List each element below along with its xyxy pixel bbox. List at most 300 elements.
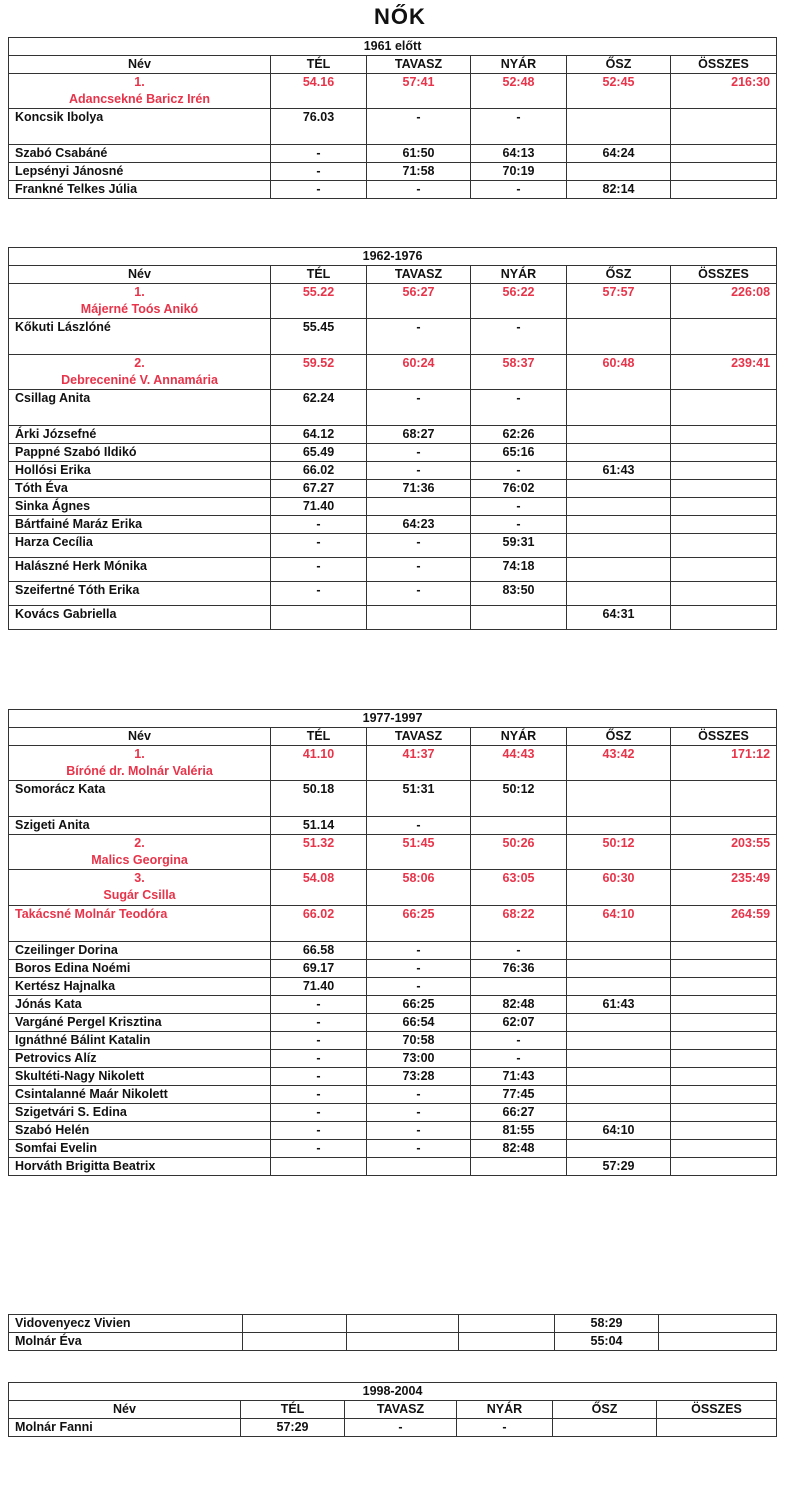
osz-time-cell: 64:31: [567, 606, 671, 630]
nyar-time-cell: 58:37: [471, 355, 567, 390]
nyar-time-cell: 74:18: [471, 558, 567, 582]
column-header-nyar: NYÁR: [471, 728, 567, 746]
athlete-name-cell: [9, 426, 271, 444]
athlete-name: Molnár Éva: [15, 1334, 82, 1348]
osszes-time-cell: [671, 942, 777, 960]
athlete-name-cell: [9, 1158, 271, 1176]
osszes-time-cell: [671, 516, 777, 534]
tel-time-cell: 64.12: [271, 426, 367, 444]
athlete-name: Skultéti-Nagy Nikolett: [15, 1069, 145, 1083]
nyar-time-cell: -: [471, 109, 567, 145]
athlete-name: Csintalanné Maár Nikolett: [15, 1087, 168, 1101]
nyar-time-cell: 82:48: [471, 1140, 567, 1158]
tavasz-time-cell: -: [367, 181, 471, 199]
athlete-name-cell: [9, 1014, 271, 1032]
athlete-name: Somorácz Kata: [15, 782, 106, 796]
nyar-time-cell: [471, 817, 567, 835]
tavasz-time-cell: 66:25: [367, 996, 471, 1014]
athlete-name: Sinka Ágnes: [15, 499, 91, 513]
osszes-time-cell: [671, 145, 777, 163]
period-label: 1962-1976: [9, 248, 777, 266]
osz-time-cell: [567, 1014, 671, 1032]
tel-time-cell: -: [271, 582, 367, 606]
tel-time-cell: 51.14: [271, 817, 367, 835]
osszes-time-cell: [671, 978, 777, 996]
rank-label: 3.: [134, 871, 145, 885]
table-row: [9, 1315, 777, 1333]
osz-time-cell: [567, 444, 671, 462]
tavasz-time-cell: 41:37: [367, 746, 471, 781]
table-row: [9, 462, 777, 480]
tel-time-cell: -: [271, 1086, 367, 1104]
osz-time-cell: 64:10: [567, 906, 671, 942]
column-header-tavasz: TAVASZ: [367, 728, 471, 746]
table-row: [9, 390, 777, 426]
tavasz-time-cell: 70:58: [367, 1032, 471, 1050]
tel-time-cell: 67.27: [271, 480, 367, 498]
nyar-time-cell: -: [471, 498, 567, 516]
tel-time-cell: 76.03: [271, 109, 367, 145]
table-row: [9, 746, 777, 781]
tel-time-cell: -: [271, 534, 367, 558]
athlete-name: Pappné Szabó Ildikó: [15, 445, 137, 459]
osszes-time-cell: [671, 1158, 777, 1176]
osz-time-cell: [567, 390, 671, 426]
osz-time-cell: [567, 480, 671, 498]
tavasz-time-cell: -: [367, 817, 471, 835]
athlete-name: Kertész Hajnalka: [15, 979, 116, 993]
nyar-time-cell: 52:48: [471, 74, 567, 109]
athlete-name-cell: [9, 978, 271, 996]
osszes-time-cell: [671, 1050, 777, 1068]
tavasz-time-cell: 57:41: [367, 74, 471, 109]
nyar-time-cell: 59:31: [471, 534, 567, 558]
column-header-osszes: ÖSSZES: [657, 1401, 777, 1419]
results-table-1961-elott: [8, 37, 777, 199]
tavasz-time-cell: -: [367, 942, 471, 960]
nyar-time-cell: -: [457, 1419, 553, 1437]
column-header-tel: TÉL: [271, 56, 367, 74]
osz-time-cell: 61:43: [567, 996, 671, 1014]
osszes-time-cell: 171:12: [671, 746, 777, 781]
header-row: [9, 56, 777, 74]
tel-time-cell: 57:29: [241, 1419, 345, 1437]
tel-time-cell: -: [271, 996, 367, 1014]
athlete-name: Ignáthné Bálint Katalin: [15, 1033, 151, 1047]
osszes-time-cell: [671, 319, 777, 355]
osszes-time-cell: [659, 1315, 777, 1333]
osszes-time-cell: [671, 1014, 777, 1032]
athlete-name: Tóth Éva: [15, 481, 68, 495]
athlete-name-cell: [9, 870, 271, 906]
tavasz-time-cell: -: [367, 390, 471, 426]
osszes-time-cell: [671, 534, 777, 558]
tel-time-cell: 59.52: [271, 355, 367, 390]
athlete-name-cell: [9, 558, 271, 582]
results-table-1977-1997: [8, 709, 777, 1176]
tavasz-time-cell: -: [367, 960, 471, 978]
column-header-osz: ŐSZ: [567, 56, 671, 74]
tel-time-cell: 66.02: [271, 906, 367, 942]
osz-time-cell: 82:14: [567, 181, 671, 199]
tel-time-cell: [243, 1315, 347, 1333]
tel-time-cell: -: [271, 1032, 367, 1050]
column-header-osz: ŐSZ: [553, 1401, 657, 1419]
tel-time-cell: 55.45: [271, 319, 367, 355]
athlete-name-cell: [9, 1419, 241, 1437]
results-table-1998-2004: [8, 1382, 777, 1437]
osz-time-cell: [567, 960, 671, 978]
rank-label: 2.: [134, 356, 145, 370]
athlete-name-cell: [9, 906, 271, 942]
nyar-time-cell: -: [471, 942, 567, 960]
nyar-time-cell: 81:55: [471, 1122, 567, 1140]
tavasz-time-cell: -: [367, 534, 471, 558]
osz-time-cell: 52:45: [567, 74, 671, 109]
table-row: [9, 817, 777, 835]
nyar-time-cell: 66:27: [471, 1104, 567, 1122]
tel-time-cell: 66.58: [271, 942, 367, 960]
column-header-nyar: NYÁR: [471, 56, 567, 74]
tavasz-time-cell: -: [367, 978, 471, 996]
nyar-time-cell: -: [471, 181, 567, 199]
table-row: [9, 1104, 777, 1122]
nyar-time-cell: 77:45: [471, 1086, 567, 1104]
osszes-time-cell: [671, 817, 777, 835]
tavasz-time-cell: [367, 1158, 471, 1176]
osz-time-cell: [553, 1419, 657, 1437]
period-row: [9, 1383, 777, 1401]
osszes-time-cell: [671, 582, 777, 606]
table-row: [9, 996, 777, 1014]
table-row: [9, 558, 777, 582]
osszes-time-cell: 264:59: [671, 906, 777, 942]
rank-label: 1.: [134, 285, 145, 299]
nyar-time-cell: [471, 606, 567, 630]
osszes-time-cell: [671, 462, 777, 480]
osz-time-cell: 58:29: [555, 1315, 659, 1333]
tavasz-time-cell: 64:23: [367, 516, 471, 534]
osszes-time-cell: [671, 163, 777, 181]
tavasz-time-cell: 71:36: [367, 480, 471, 498]
osz-time-cell: [567, 1032, 671, 1050]
period-label: 1998-2004: [9, 1383, 777, 1401]
athlete-name-cell: [9, 996, 271, 1014]
tel-time-cell: 55.22: [271, 284, 367, 319]
nyar-time-cell: 83:50: [471, 582, 567, 606]
table-row: [9, 109, 777, 145]
athlete-name: Szeifertné Tóth Erika: [15, 583, 140, 597]
table-row: [9, 498, 777, 516]
header-row: [9, 1401, 777, 1419]
table-row: [9, 1032, 777, 1050]
athlete-name: Adancsekné Baricz Irén: [68, 92, 211, 106]
column-header-osz: ŐSZ: [567, 728, 671, 746]
athlete-name-cell: [9, 444, 271, 462]
tel-time-cell: 54.16: [271, 74, 367, 109]
osz-time-cell: 55:04: [555, 1333, 659, 1351]
nyar-time-cell: 62:26: [471, 426, 567, 444]
tel-time-cell: -: [271, 1014, 367, 1032]
athlete-name: Kőkuti Lászlóné: [15, 320, 111, 334]
athlete-name-cell: [9, 817, 271, 835]
athlete-name: Szigeti Anita: [15, 818, 90, 832]
table-row: [9, 181, 777, 199]
athlete-name-cell: [9, 1104, 271, 1122]
nyar-time-cell: 64:13: [471, 145, 567, 163]
table-row: [9, 516, 777, 534]
athlete-name: Vidovenyecz Vivien: [15, 1316, 131, 1330]
tel-time-cell: [271, 1158, 367, 1176]
athlete-name: Vargáné Pergel Krisztina: [15, 1015, 162, 1029]
athlete-name-cell: [9, 582, 271, 606]
athlete-name-cell: [9, 1122, 271, 1140]
osz-time-cell: [567, 582, 671, 606]
osszes-time-cell: 216:30: [671, 74, 777, 109]
athlete-name-cell: [9, 390, 271, 426]
tel-time-cell: -: [271, 558, 367, 582]
tavasz-time-cell: -: [367, 444, 471, 462]
osz-time-cell: [567, 558, 671, 582]
osszes-time-cell: [671, 1032, 777, 1050]
athlete-name: Árki Józsefné: [15, 427, 97, 441]
osszes-time-cell: [671, 1104, 777, 1122]
nyar-time-cell: 71:43: [471, 1068, 567, 1086]
osz-time-cell: 50:12: [567, 835, 671, 870]
athlete-name-cell: [9, 516, 271, 534]
athlete-name-cell: [9, 74, 271, 109]
nyar-time-cell: 56:22: [471, 284, 567, 319]
athlete-name: Kovács Gabriella: [15, 607, 117, 621]
osz-time-cell: [567, 516, 671, 534]
table-row: [9, 426, 777, 444]
nyar-time-cell: 76:02: [471, 480, 567, 498]
nyar-time-cell: 76:36: [471, 960, 567, 978]
rank-label: 1.: [134, 75, 145, 89]
tavasz-time-cell: [367, 498, 471, 516]
athlete-name: Jónás Kata: [15, 997, 82, 1011]
osszes-time-cell: [657, 1419, 777, 1437]
table-row: [9, 1419, 777, 1437]
tel-time-cell: 51.32: [271, 835, 367, 870]
athlete-name-cell: [9, 284, 271, 319]
nyar-time-cell: 44:43: [471, 746, 567, 781]
tel-time-cell: 54.08: [271, 870, 367, 906]
column-header-tel: TÉL: [271, 266, 367, 284]
table-row: [9, 978, 777, 996]
results-table-1962-1976: [8, 247, 777, 630]
tel-time-cell: -: [271, 163, 367, 181]
athlete-name: Horváth Brigitta Beatrix: [15, 1159, 156, 1173]
osz-time-cell: [567, 1050, 671, 1068]
athlete-name-cell: [9, 534, 271, 558]
osz-time-cell: 61:43: [567, 462, 671, 480]
nyar-time-cell: 50:12: [471, 781, 567, 817]
nyar-time-cell: 70:19: [471, 163, 567, 181]
nyar-time-cell: 65:16: [471, 444, 567, 462]
period-row: [9, 248, 777, 266]
athlete-name-cell: [9, 498, 271, 516]
tavasz-time-cell: -: [367, 319, 471, 355]
osszes-time-cell: [671, 960, 777, 978]
table-row: [9, 480, 777, 498]
table-row: [9, 1050, 777, 1068]
tavasz-time-cell: 61:50: [367, 145, 471, 163]
athlete-name-cell: [9, 163, 271, 181]
tel-time-cell: -: [271, 1122, 367, 1140]
osszes-time-cell: [671, 781, 777, 817]
nyar-time-cell: [471, 978, 567, 996]
tavasz-time-cell: -: [367, 582, 471, 606]
athlete-name-cell: [9, 480, 271, 498]
table-row: [9, 1014, 777, 1032]
athlete-name: Molnár Fanni: [15, 1420, 93, 1434]
athlete-name: Frankné Telkes Júlia: [15, 182, 138, 196]
athlete-name: Szabó Helén: [15, 1123, 90, 1137]
athlete-name: Csillag Anita: [15, 391, 91, 405]
column-header-tel: TÉL: [241, 1401, 345, 1419]
athlete-name-cell: [9, 462, 271, 480]
nyar-time-cell: -: [471, 462, 567, 480]
osz-time-cell: [567, 534, 671, 558]
athlete-name-cell: [9, 181, 271, 199]
osszes-time-cell: [671, 181, 777, 199]
column-header-tel: TÉL: [271, 728, 367, 746]
column-header-nyar: NYÁR: [457, 1401, 553, 1419]
athlete-name: Czeilinger Dorina: [15, 943, 118, 957]
nyar-time-cell: -: [471, 516, 567, 534]
nyar-time-cell: -: [471, 390, 567, 426]
table-row: [9, 284, 777, 319]
rank-label: 1.: [134, 747, 145, 761]
tel-time-cell: 50.18: [271, 781, 367, 817]
table-row: [9, 1122, 777, 1140]
osz-time-cell: [567, 781, 671, 817]
tavasz-time-cell: 58:06: [367, 870, 471, 906]
header-row: [9, 266, 777, 284]
tel-time-cell: 66.02: [271, 462, 367, 480]
table-row: [9, 942, 777, 960]
athlete-name-cell: [9, 319, 271, 355]
osszes-time-cell: [671, 1068, 777, 1086]
athlete-name: Somfai Evelin: [15, 1141, 97, 1155]
tavasz-time-cell: -: [367, 109, 471, 145]
tavasz-time-cell: 60:24: [367, 355, 471, 390]
osz-time-cell: [567, 319, 671, 355]
column-header-tavasz: TAVASZ: [345, 1401, 457, 1419]
period-label: 1961 előtt: [9, 38, 777, 56]
tavasz-time-cell: [347, 1333, 459, 1351]
tavasz-time-cell: 66:25: [367, 906, 471, 942]
tel-time-cell: 41.10: [271, 746, 367, 781]
osz-time-cell: 64:24: [567, 145, 671, 163]
tel-time-cell: -: [271, 1050, 367, 1068]
nyar-time-cell: -: [471, 1050, 567, 1068]
osz-time-cell: [567, 163, 671, 181]
nyar-time-cell: -: [471, 1032, 567, 1050]
athlete-name: Debreceniné V. Annamária: [61, 373, 218, 387]
athlete-name-cell: [9, 1032, 271, 1050]
osszes-time-cell: [671, 109, 777, 145]
athlete-name: Szabó Csabáné: [15, 146, 108, 160]
table-row: [9, 781, 777, 817]
tel-time-cell: [243, 1333, 347, 1351]
osszes-time-cell: [671, 558, 777, 582]
athlete-name-cell: [9, 942, 271, 960]
tel-time-cell: -: [271, 1104, 367, 1122]
nyar-time-cell: [471, 1158, 567, 1176]
osszes-time-cell: [671, 1140, 777, 1158]
osz-time-cell: 57:29: [567, 1158, 671, 1176]
osz-time-cell: [567, 1068, 671, 1086]
athlete-name-cell: [9, 109, 271, 145]
tavasz-time-cell: 68:27: [367, 426, 471, 444]
osz-time-cell: 43:42: [567, 746, 671, 781]
tel-time-cell: -: [271, 145, 367, 163]
nyar-time-cell: 82:48: [471, 996, 567, 1014]
table-row: [9, 145, 777, 163]
table-row: [9, 163, 777, 181]
table-row: [9, 835, 777, 870]
osszes-time-cell: [671, 1086, 777, 1104]
osz-time-cell: [567, 942, 671, 960]
table-row: [9, 1086, 777, 1104]
table-row: [9, 1158, 777, 1176]
tavasz-time-cell: -: [367, 558, 471, 582]
osz-time-cell: 64:10: [567, 1122, 671, 1140]
table-row: [9, 960, 777, 978]
athlete-name: Malics Georgina: [91, 853, 188, 867]
tavasz-time-cell: -: [367, 1104, 471, 1122]
tavasz-time-cell: 51:45: [367, 835, 471, 870]
athlete-name: Halászné Herk Mónika: [15, 559, 147, 573]
page-title: NŐK: [374, 4, 426, 29]
tel-time-cell: -: [271, 1068, 367, 1086]
tavasz-time-cell: 51:31: [367, 781, 471, 817]
athlete-name-cell: [9, 1050, 271, 1068]
nyar-time-cell: [459, 1333, 555, 1351]
tavasz-time-cell: -: [367, 1122, 471, 1140]
osz-time-cell: [567, 1104, 671, 1122]
table-row: [9, 1140, 777, 1158]
table-row: [9, 74, 777, 109]
tavasz-time-cell: -: [367, 1086, 471, 1104]
tel-time-cell: 71.40: [271, 498, 367, 516]
osszes-time-cell: 226:08: [671, 284, 777, 319]
osz-time-cell: [567, 426, 671, 444]
table-row: [9, 444, 777, 462]
osz-time-cell: [567, 109, 671, 145]
osz-time-cell: [567, 498, 671, 516]
athlete-name-cell: [9, 1140, 271, 1158]
table-row: [9, 1068, 777, 1086]
column-header-osz: ŐSZ: [567, 266, 671, 284]
nyar-time-cell: [459, 1315, 555, 1333]
athlete-name: Májerné Toós Anikó: [80, 302, 199, 316]
osszes-time-cell: [671, 444, 777, 462]
athlete-name: Bártfainé Maráz Erika: [15, 517, 143, 531]
tavasz-time-cell: [367, 606, 471, 630]
osszes-time-cell: 203:55: [671, 835, 777, 870]
osszes-time-cell: 235:49: [671, 870, 777, 906]
athlete-name-cell: [9, 606, 271, 630]
table-row: [9, 606, 777, 630]
column-header-osszes: ÖSSZES: [671, 56, 777, 74]
tel-time-cell: -: [271, 516, 367, 534]
osszes-time-cell: [671, 606, 777, 630]
nyar-time-cell: 68:22: [471, 906, 567, 942]
osszes-time-cell: [671, 480, 777, 498]
